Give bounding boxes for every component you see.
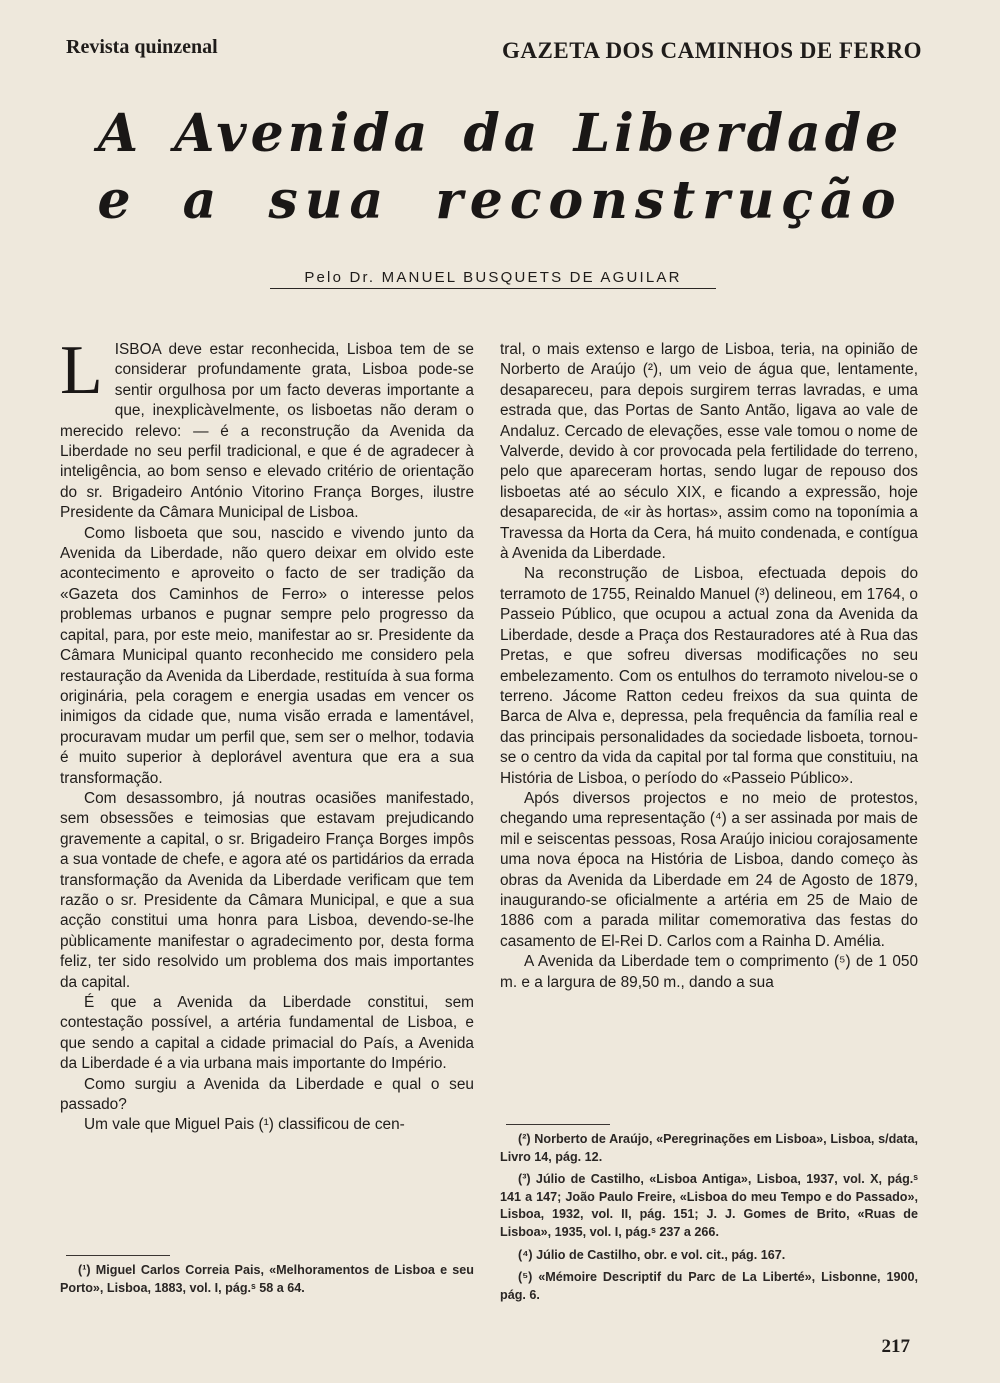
footnote: (¹) Miguel Carlos Correia Pais, «Melhoramentos de Lisboa e seu Porto», Lisboa, 1883, vol. I, pág.ˢ 58 a 64. — [60, 1263, 474, 1295]
header-section-label: Revista quinzenal — [66, 36, 218, 58]
footnote-divider — [66, 1255, 170, 1256]
footnote: (³) Júlio de Castilho, «Lisboa Antiga», Lisboa, 1937, vol. X, pág.ˢ 141 a 147; João Paulo Freire, «Lisboa do meu Tempo e do Passado», Lisboa, 1932, vol. II, pág. 151; J. J. Gomes de Brito, «Ruas de Lisboa», 1935, vol. I, pág.ˢ 237 a 266. — [500, 1172, 918, 1239]
paragraph: Na reconstrução de Lisboa, efectuada depois do terramoto de 1755, Reinaldo Manuel (³) delineou, em 1764, o Passeio Público, que ocupou a actual zona da Avenida da Liberdade, desde a Praça dos Restauradores até à Rua das Pretas, e que sofreu diversas modificações no seu embelezamento. Com os entulhos do terramoto nivelou-se o terreno. Jácome Ratton cedeu freixos da sua quinta de Barca de Alva e, depressa, pela frequência da família real e das principais personalidades da sociedade lisboeta, tornou-se o centro da vida da capital por tal forma que constituiu, na História de Lisboa, o período do «Passeio Público». — [500, 565, 918, 787]
footnote: (²) Norberto de Araújo, «Peregrinações em Lisboa», Lisboa, s/data, Livro 14, pág. 12. — [500, 1132, 918, 1164]
paragraph: Como surgiu a Avenida da Liberdade e qual o seu passado? — [60, 1075, 474, 1114]
article-title-line-1: A Avenida da Liberdade — [97, 103, 903, 164]
right-column — [500, 340, 918, 993]
page-number: 217 — [881, 1336, 910, 1357]
author-byline: Pelo Dr. MANUEL BUSQUETS DE AGUILAR — [270, 269, 716, 289]
footnote: (⁵) «Mémoire Descriptif du Parc de La Liberté», Lisbonne, 1900, pág. 6. — [500, 1270, 918, 1302]
paragraph: Um vale que Miguel Pais (¹) classificou de cen- — [84, 1116, 405, 1134]
left-column — [60, 332, 474, 1136]
header-publication-name: GAZETA DOS CAMINHOS DE FERRO — [502, 38, 922, 63]
paragraph — [60, 332, 474, 524]
paragraph: Após diversos projectos e no meio de protestos, chegando uma representação (⁴) a ser assinada por mais de mil e seiscentas pessoas, Rosa Araújo iniciou corajosamente uma nova época na História de Lisboa, dando começo às obras da Avenida da Liberdade em 24 de Agosto de 1879, inaugurando-se oficialmente a artéria em 25 de Maio de 1886 com a parada militar comemorativa das festas do casamento de El-Rei D. Carlos com a Rainha D. Amélia. — [500, 789, 918, 950]
drop-cap: L — [60, 332, 103, 409]
paragraph: Como lisboeta que sou, nascido e vivendo junto da Avenida da Liberdade, não quero deixar em olvido este acontecimento e aproveito o facto de ser tradição da «Gazeta dos Caminhos de Ferro» o interesse pelos problemas urbanos e pugnar sempre pelo progresso da capital, para, por este meio, manifestar ao sr. Presidente da Câmara Municipal quanto reconhecido me considero pela restauração da Avenida da Liberdade, restituída à sua forma originária, pela coragem e energia usadas em vencer os inimigos da cidade que, numa visão errada e lamentável, procuravam mudar um perfil que, sem ser o melhor, todavia é muito superior à deplorável aventura que era a sua transformação. — [60, 524, 474, 787]
footnotes-right — [500, 1131, 918, 1309]
paragraph: A Avenida da Liberdade tem o comprimento (⁵) de 1 050 m. e a largura de 89,50 m., dando a sua — [500, 953, 918, 991]
article-title-line-2: e a sua reconstrução — [97, 170, 903, 231]
paragraph: tral, o mais extenso e largo de Lisboa, teria, na opinião de Norberto de Araújo (²), um veio de água que, lentamente, desapareceu, para depois surgirem terras lavradas, e uma estrada que, das Portas de Santo Antão, ligava ao vale de Andaluz. Cercado de elevações, esse vale tomou o nome de Valverde, devido à cor provocada pela fertilidade do terreno, pelo que apareceram hortas, sendo lugar de repouso dos lisboetas até ao século XIX, e ficando a expressão, hoje desaparecida, de «ir às hortas», assim como na toponímia a Travessa da Horta da Cera, há muito condenada, e contígua à Avenida da Liberdade. — [500, 341, 918, 563]
paragraph: Com desassombro, já noutras ocasiões manifestado, sem obsessões e teimosias que estavam prejudicando gravemente a capital, o sr. Brigadeiro França Borges impôs a sua vontade de chefe, e agora até os partidários da errada transformação da Avenida da Liberdade verificam que tem razão o sr. Presidente da Câmara Municipal, e que a sua acção constitui uma honra para Lisboa, devendo-se-lhe pùblicamente manifestar o agradecimento por, desta forma feliz, ter sido resolvido um problema dos mais importantes da capital. — [60, 789, 474, 991]
footnote-divider — [506, 1124, 610, 1125]
paragraph-text: ISBOA deve estar reconhecida, Lisboa tem de se considerar profundamente grata, Lisboa pode-se sentir orgulhosa por um facto deveras importante a que, inexplicàvelmente, os lisboetas não deram o merecido relevo: — é a reconstrução da Avenida da Liberdade no seu perfil tradicional, e que é de agradecer à inteligência, ao bom senso e elevado critério de orientação do sr. Brigadeiro António Vitorino França Borges, ilustre Presidente da Câmara Municipal de Lisboa. — [60, 341, 474, 522]
footnote: (⁴) Júlio de Castilho, obr. e vol. cit., pág. 167. — [518, 1247, 786, 1262]
footnotes-left — [60, 1262, 474, 1302]
paragraph: É que a Avenida da Liberdade constitui, sem contestação possível, a artéria fundamental de Lisboa, e que sendo a capital a cidade primacial do País, a Avenida da Liberdade é a via urbana mais importante do Império. — [60, 994, 474, 1073]
